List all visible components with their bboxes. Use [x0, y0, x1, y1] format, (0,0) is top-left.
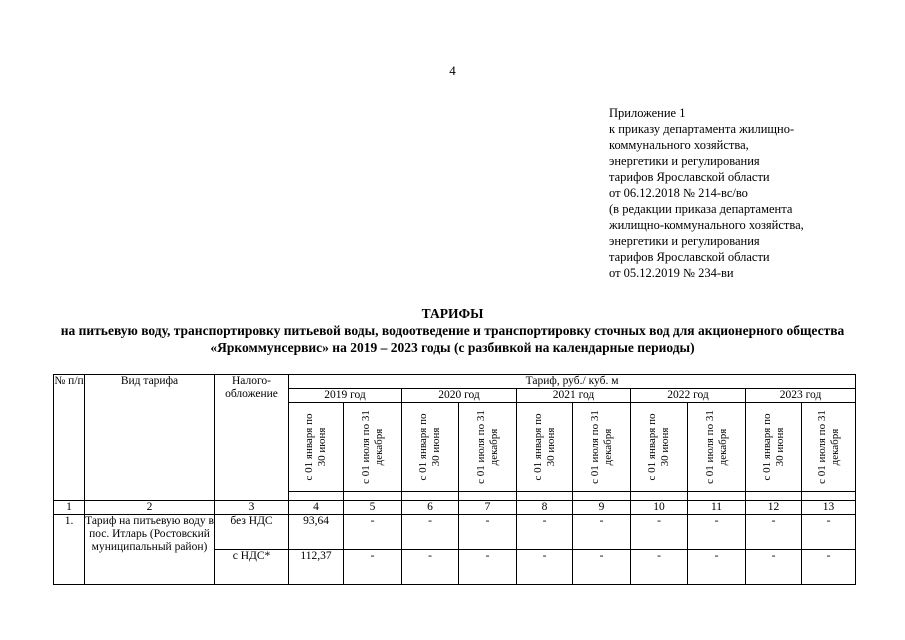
column-number: 6	[402, 501, 459, 515]
header-period-first	[289, 403, 344, 492]
column-number: 12	[746, 501, 802, 515]
column-number: 10	[631, 501, 688, 515]
row-name: Тариф на питьевую воду в пос. Итларь (Ростовский муниципальный район)	[85, 515, 215, 585]
row-tax: без НДС	[215, 515, 289, 550]
spacer-cell	[289, 492, 344, 501]
spacer-cell	[459, 492, 517, 501]
value-cell: -	[746, 515, 802, 550]
column-number: 11	[688, 501, 746, 515]
header-period-first	[746, 403, 802, 492]
spacer-cell	[517, 492, 573, 501]
spacer-cell	[746, 492, 802, 501]
header-year: 2023 год	[746, 389, 856, 403]
value-cell: -	[402, 550, 459, 585]
header-period-second	[459, 403, 517, 492]
spacer-cell	[631, 492, 688, 501]
period-label: с 01 июля по 31 декабря	[359, 410, 385, 484]
appendix-line: энергетики и регулирования	[609, 154, 760, 168]
appendix-line: (в редакции приказа департамента	[609, 202, 793, 216]
value-cell: 112,37	[289, 550, 344, 585]
column-number: 2	[85, 501, 215, 515]
header-year: 2019 год	[289, 389, 402, 403]
appendix-line: от 06.12.2018 № 214-вс/во	[609, 186, 748, 200]
value-cell: -	[344, 515, 402, 550]
header-num: № п/п	[54, 375, 85, 501]
page-number: 4	[449, 63, 456, 78]
tariff-table	[53, 374, 856, 585]
spacer-cell	[573, 492, 631, 501]
column-number: 7	[459, 501, 517, 515]
header-tax: Налого-обложение	[215, 375, 289, 501]
row-num: 1.	[54, 515, 85, 585]
period-label: с 01 июля по 31 декабря	[474, 410, 500, 484]
value-cell: 93,64	[289, 515, 344, 550]
value-cell: -	[802, 515, 856, 550]
value-cell: -	[688, 515, 746, 550]
period-label: с 01 июля по 31 декабря	[703, 410, 729, 484]
appendix-line: жилищно-коммунального хозяйства,	[609, 218, 804, 232]
spacer-cell	[802, 492, 856, 501]
header-year: 2022 год	[631, 389, 746, 403]
appendix-line: Приложение 1	[609, 106, 686, 120]
appendix-block	[609, 105, 804, 281]
spacer-cell	[402, 492, 459, 501]
value-cell: -	[459, 550, 517, 585]
value-cell: -	[573, 515, 631, 550]
period-label: с 01 января по 30 июня	[760, 413, 786, 481]
header-period-first	[517, 403, 573, 492]
header-period-second	[802, 403, 856, 492]
header-period-second	[344, 403, 402, 492]
column-number: 13	[802, 501, 856, 515]
period-label: с 01 июля по 31 декабря	[588, 410, 614, 484]
period-label: с 01 января по 30 июня	[646, 413, 671, 481]
document-title: ТАРИФЫ	[421, 306, 484, 321]
value-cell: -	[459, 515, 517, 550]
column-number: 1	[54, 501, 85, 515]
appendix-line: коммунального хозяйства,	[609, 138, 749, 152]
value-cell: -	[631, 550, 688, 585]
period-label: с 01 января по 30 июня	[531, 413, 557, 481]
header-period-second	[688, 403, 746, 492]
column-number: 4	[289, 501, 344, 515]
appendix-line: тарифов Ярославской области	[609, 170, 770, 184]
value-cell: -	[573, 550, 631, 585]
appendix-line: энергетики и регулирования	[609, 234, 760, 248]
header-period-first	[631, 403, 688, 492]
value-cell: -	[517, 515, 573, 550]
header-year: 2020 год	[402, 389, 517, 403]
column-number: 3	[215, 501, 289, 515]
value-cell: -	[517, 550, 573, 585]
appendix-line: от 05.12.2019 № 234-ви	[609, 266, 734, 280]
value-cell: -	[688, 550, 746, 585]
value-cell: -	[802, 550, 856, 585]
value-cell: -	[402, 515, 459, 550]
document-subtitle: на питьевую воду, транспортировку питьевой воды, водоотведение и транспортировку сточных вод для акционерного общества «Яркоммунсервис» на 2019 – 2023 годы (с разбивкой на календарные периоды)	[60, 323, 845, 355]
header-tariff-unit: Тариф, руб./ куб. м	[289, 375, 856, 389]
spacer-cell	[688, 492, 746, 501]
period-label: с 01 июля по 31 декабря	[815, 410, 841, 484]
header-year: 2021 год	[517, 389, 631, 403]
column-number: 9	[573, 501, 631, 515]
header-period-first	[402, 403, 459, 492]
period-label: с 01 января по 30 июня	[303, 413, 328, 481]
row-tax: с НДС*	[215, 550, 289, 585]
period-label: с 01 января по 30 июня	[417, 413, 442, 481]
value-cell: -	[746, 550, 802, 585]
appendix-line: к приказу департамента жилищно-	[609, 122, 795, 136]
value-cell: -	[631, 515, 688, 550]
value-cell: -	[344, 550, 402, 585]
appendix-line: тарифов Ярославской области	[609, 250, 770, 264]
spacer-cell	[344, 492, 402, 501]
header-period-second	[573, 403, 631, 492]
header-kind: Вид тарифа	[85, 375, 215, 501]
column-number: 5	[344, 501, 402, 515]
column-number: 8	[517, 501, 573, 515]
